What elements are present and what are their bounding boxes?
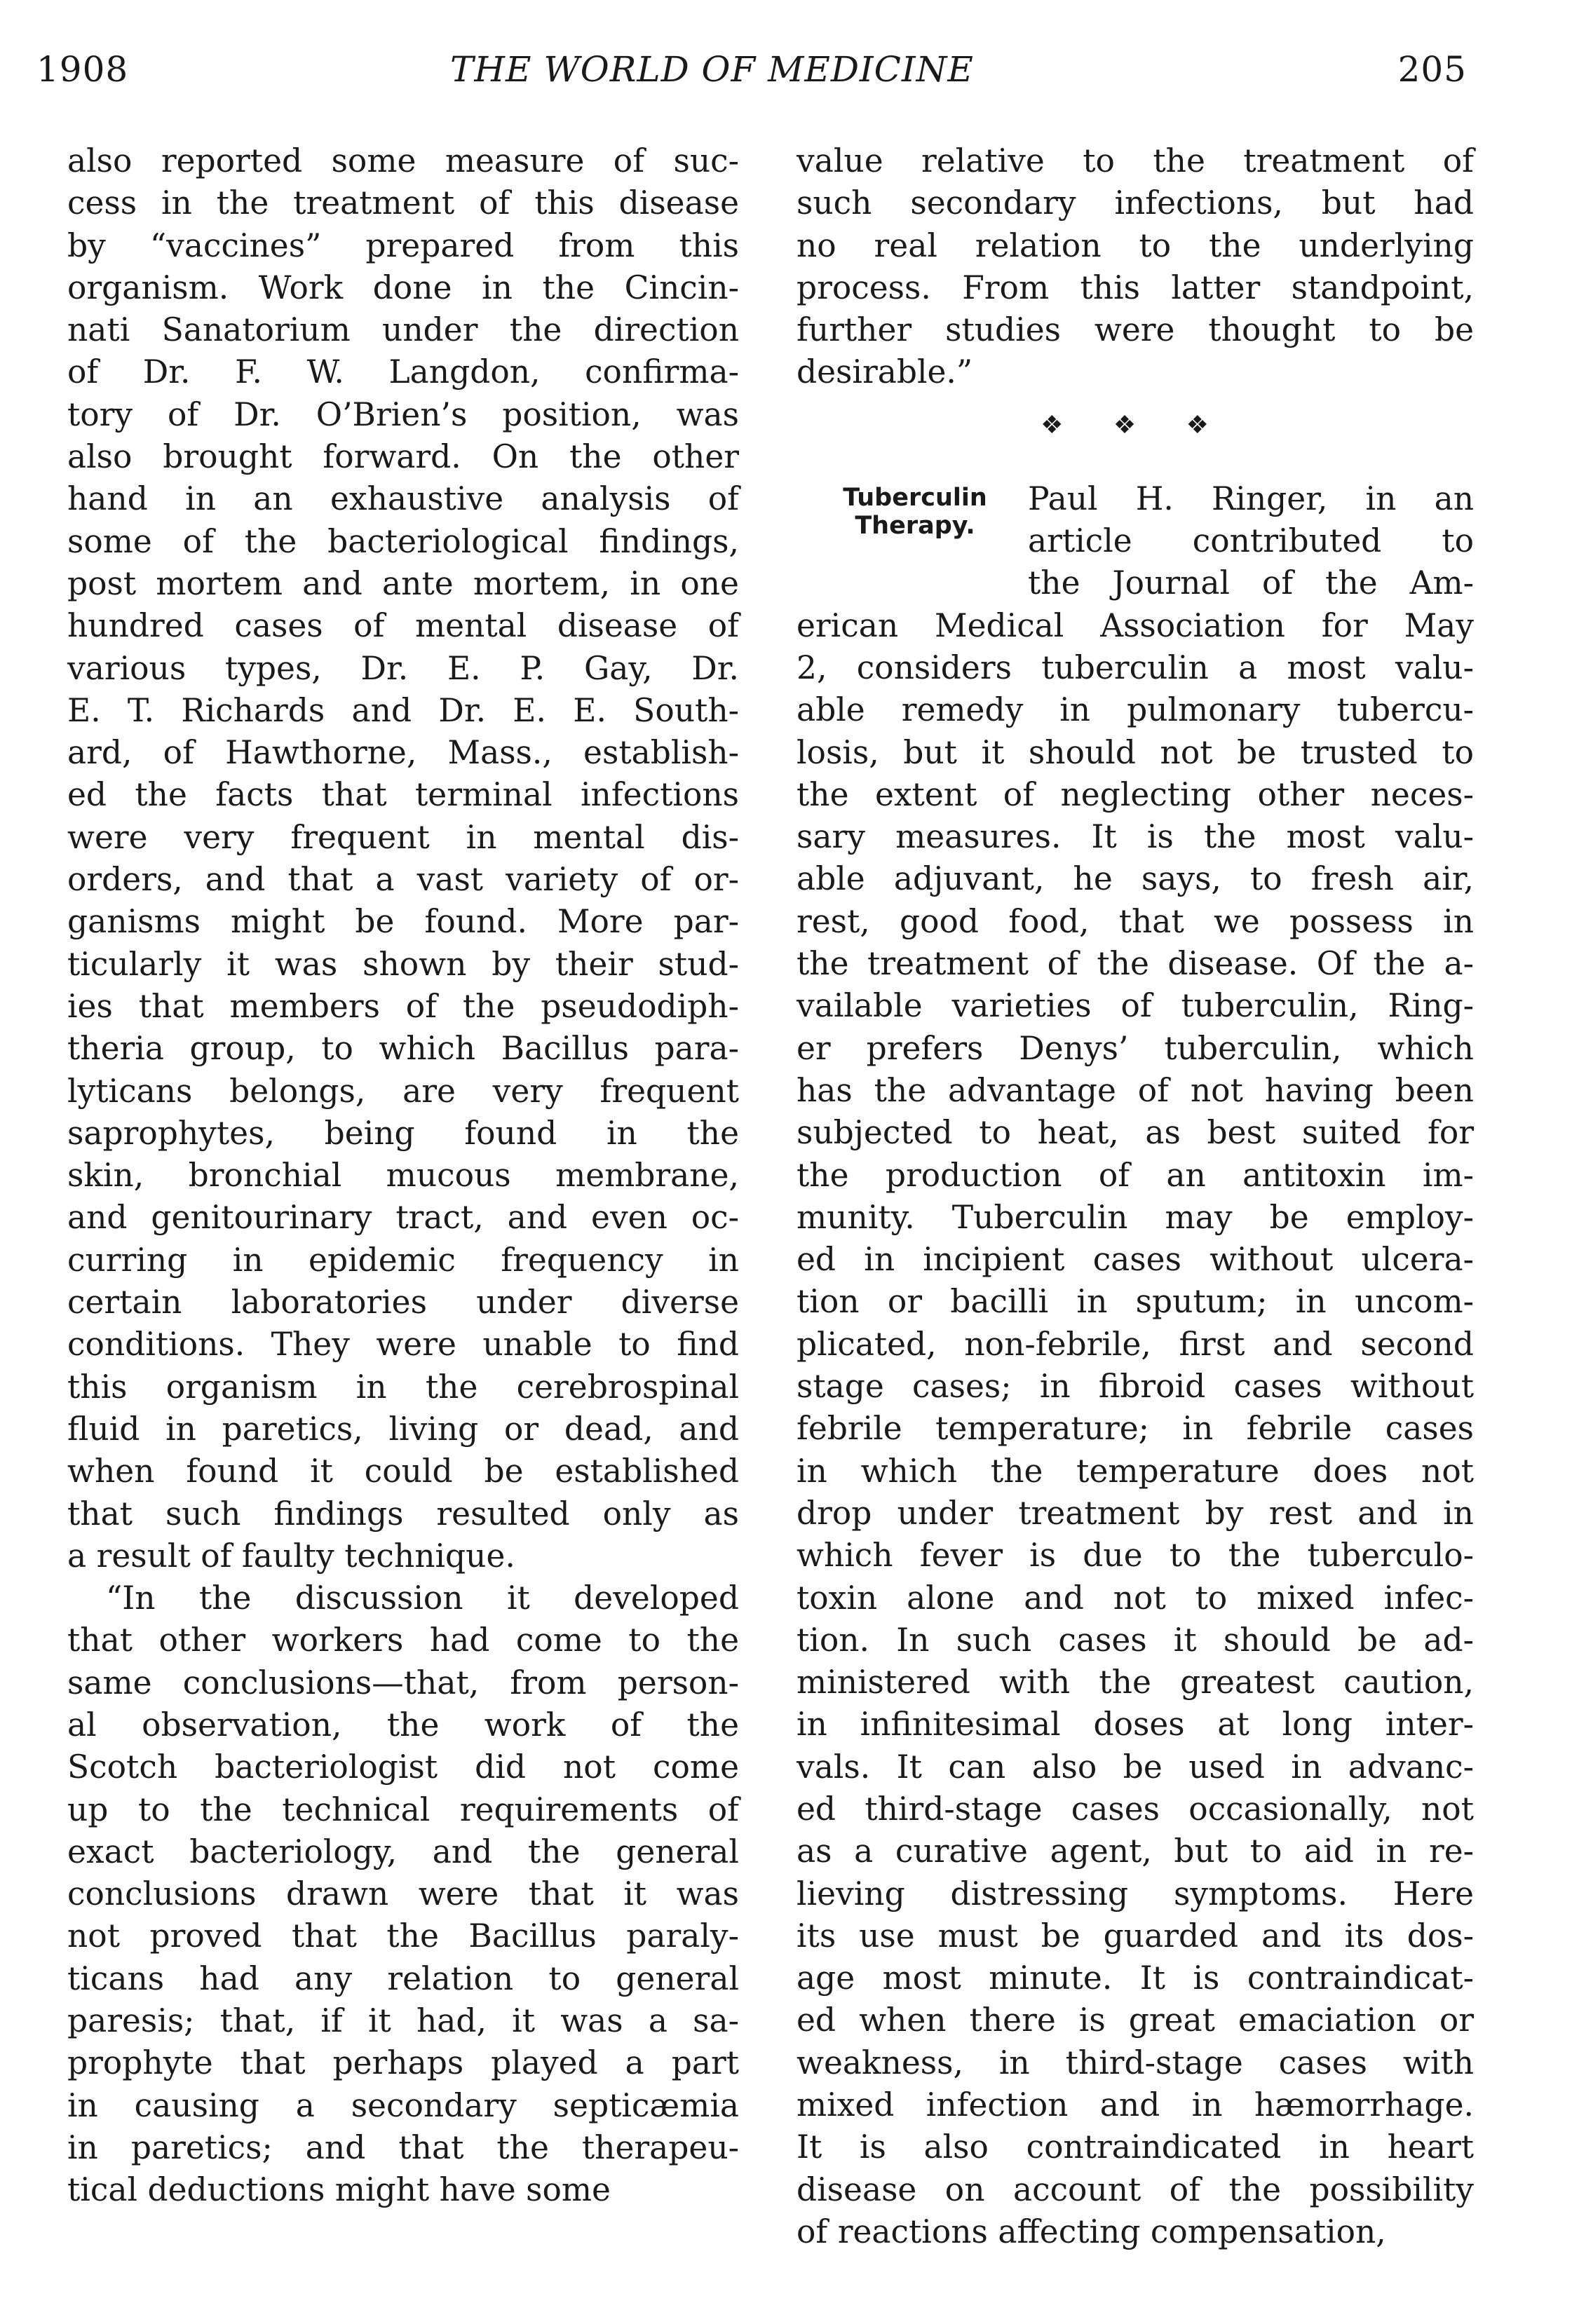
text-line: hand in an exhaustive analysis of (67, 480, 739, 518)
text-line: E. T. Richards and Dr. E. E. South- (67, 691, 739, 729)
text-line: ganisms might be found. More par- (67, 903, 739, 941)
text-line: process. From this latter standpoint, (797, 269, 1474, 306)
text-line: further studies were thought to be (797, 311, 1474, 349)
text-line: skin, bronchial mucous membrane, (67, 1157, 739, 1195)
text-line: hundred cases of mental disease of (67, 607, 739, 645)
text-line: tion or bacilli in sputum; in uncom- (797, 1283, 1474, 1321)
text-line: of reactions affecting compensation, (797, 2213, 1386, 2250)
text-line: plicated, non-febrile, first and second (797, 1325, 1474, 1363)
text-line: sary measures. It is the most valu- (797, 818, 1474, 856)
text-line: by “vaccines” prepared from this (67, 226, 739, 264)
text-line: ed the facts that terminal infections (67, 776, 739, 814)
text-line: al observation, the work of the (67, 1706, 739, 1744)
text-line: ed third-stage cases occasionally, not (797, 1790, 1474, 1828)
text-line: ticans had any relation to general (67, 1959, 739, 1997)
text-line: tory of Dr. O’Brien’s position, was (67, 395, 739, 433)
text-line: has the advantage of not having been (797, 1071, 1474, 1109)
text-line: that other workers had come to the (67, 1622, 739, 1659)
text-line: “In the discussion it developed (106, 1579, 739, 1617)
text-line: able adjuvant, he says, to fresh air, (797, 860, 1474, 898)
text-line: in infinitesimal doses at long inter- (797, 1706, 1474, 1744)
text-line: conclusions drawn were that it was (67, 1875, 739, 1913)
text-line: tical deductions might have some (67, 2171, 611, 2209)
text-line: a result of faulty technique. (67, 1537, 515, 1575)
text-line: its use must be guarded and its dos- (797, 1917, 1474, 1955)
page-number: 205 (1397, 49, 1467, 90)
text-line: 2, considers tuberculin a most valu- (797, 648, 1474, 686)
header-year: 1908 (36, 49, 129, 90)
text-line: able remedy in pulmonary tubercu- (797, 691, 1474, 729)
text-line: and genitourinary tract, and even oc- (67, 1199, 739, 1237)
text-line: curring in epidemic frequency in (67, 1241, 739, 1279)
text-line: ticularly it was shown by their stud- (67, 945, 739, 983)
text-line: lieving distressing symptoms. Here (797, 1875, 1474, 1912)
text-line: saprophytes, being found in the (67, 1114, 739, 1152)
text-line: not proved that the Bacillus paraly- (67, 1917, 739, 1955)
header-title: THE WORLD OF MEDICINE (450, 49, 974, 90)
text-line: ed when there is great emaciation or (797, 2002, 1474, 2039)
text-line: ed in incipient cases without ulcera- (797, 1241, 1474, 1279)
text-line: this organism in the cerebrospinal (67, 1368, 739, 1406)
text-line: ard, of Hawthorne, Mass., establish- (67, 734, 739, 772)
section-ornament: ❖ ❖ ❖ (1041, 410, 1230, 440)
text-line: er prefers Denys’ tuberculin, which (797, 1029, 1474, 1067)
text-line: prophyte that perhaps played a part (67, 2044, 739, 2082)
text-line: which fever is due to the tuberculo- (797, 1537, 1474, 1575)
text-line: munity. Tuberculin may be employ- (797, 1198, 1474, 1236)
text-line: of Dr. F. W. Langdon, confirma- (67, 353, 739, 391)
text-line: organism. Work done in the Cincin- (67, 269, 739, 306)
text-line: also reported some measure of suc- (67, 142, 739, 179)
left-column (67, 140, 739, 2212)
running-header (36, 49, 1467, 112)
text-line: drop under treatment by rest and in (797, 1494, 1474, 1532)
text-line: also brought forward. On the other (67, 438, 739, 476)
text-line: up to the technical requirements of (67, 1790, 739, 1828)
text-line: stage cases; in fibroid cases without (797, 1368, 1474, 1406)
text-line: the treatment of the disease. Of the a- (797, 945, 1474, 983)
text-line: the extent of neglecting other neces- (797, 775, 1474, 813)
text-line: lyticans belongs, are very frequent (67, 1072, 739, 1110)
text-line: conditions. They were unable to find (67, 1326, 739, 1364)
text-line: various types, Dr. E. P. Gay, Dr. (67, 649, 739, 687)
text-line: disease on account of the possibility (797, 2170, 1474, 2208)
text-line: article contributed to (1028, 522, 1474, 560)
right-column (797, 140, 1474, 2253)
text-line: certain laboratories under diverse (67, 1284, 739, 1321)
text-line: orders, and that a vast variety of or- (67, 861, 739, 899)
text-line: when found it could be established (67, 1453, 739, 1490)
text-line: that such findings resulted only as (67, 1495, 739, 1533)
text-line: mixed infection and in hæmorrhage. (797, 2086, 1474, 2124)
text-line: weakness, in third-stage cases with (797, 2044, 1474, 2081)
right-column-article-text (797, 478, 1474, 2253)
text-line: erican Medical Association for May (797, 606, 1474, 644)
text-line: exact bacteriology, and the general (67, 1833, 739, 1870)
text-line: desirable.” (797, 353, 973, 391)
text-line: such secondary infections, but had (797, 184, 1474, 222)
text-line: the production of an antitoxin im- (797, 1156, 1474, 1194)
text-line: were very frequent in mental dis- (67, 818, 739, 856)
text-line: nati Sanatorium under the direction (67, 311, 739, 349)
text-line: no real relation to the underlying (797, 226, 1474, 264)
text-line: the Journal of the Am- (1028, 564, 1474, 602)
text-line: cess in the treatment of this disease (67, 184, 739, 222)
text-line: as a curative agent, but to aid in re- (797, 1833, 1474, 1870)
text-line: losis, but it should not be trusted to (797, 733, 1474, 771)
text-line: in causing a secondary septicæmia (67, 2086, 739, 2124)
text-line: Scotch bacteriologist did not come (67, 1748, 739, 1786)
text-line: paresis; that, if it had, it was a sa- (67, 2002, 739, 2040)
text-line: febrile temperature; in febrile cases (797, 1410, 1474, 1448)
side-heading: Tuberculin Therapy. (843, 484, 987, 540)
text-line: subjected to heat, as best suited for (797, 1114, 1474, 1152)
text-line: post mortem and ante mortem, in one (67, 564, 739, 602)
text-line: rest, good food, that we possess in (797, 902, 1474, 940)
text-line: tion. In such cases it should be ad- (797, 1621, 1474, 1659)
text-line: It is also contraindicated in heart (797, 2128, 1474, 2166)
text-line: age most minute. It is contraindicat- (797, 1959, 1474, 1997)
text-line: fluid in paretics, living or dead, and (67, 1410, 739, 1448)
text-line: vailable varieties of tuberculin, Ring- (797, 987, 1474, 1025)
text-line: ies that members of the pseudodiph- (67, 987, 739, 1025)
text-line: some of the bacteriological findings, (67, 522, 739, 560)
text-line: same conclusions—that, from person- (67, 1664, 739, 1701)
text-line: ministered with the greatest caution, (797, 1664, 1474, 1701)
text-line: theria group, to which Bacillus para- (67, 1030, 739, 1068)
text-line: in which the temperature does not (797, 1452, 1474, 1490)
text-line: toxin alone and not to mixed infec- (797, 1579, 1474, 1617)
right-column-top-text (797, 140, 1474, 394)
text-line: Paul H. Ringer, in an (1028, 480, 1474, 517)
text-line: in paretics; and that the therapeu- (67, 2128, 739, 2166)
text-line: value relative to the treatment of (797, 142, 1474, 179)
text-line: vals. It can also be used in advanc- (797, 1748, 1474, 1786)
